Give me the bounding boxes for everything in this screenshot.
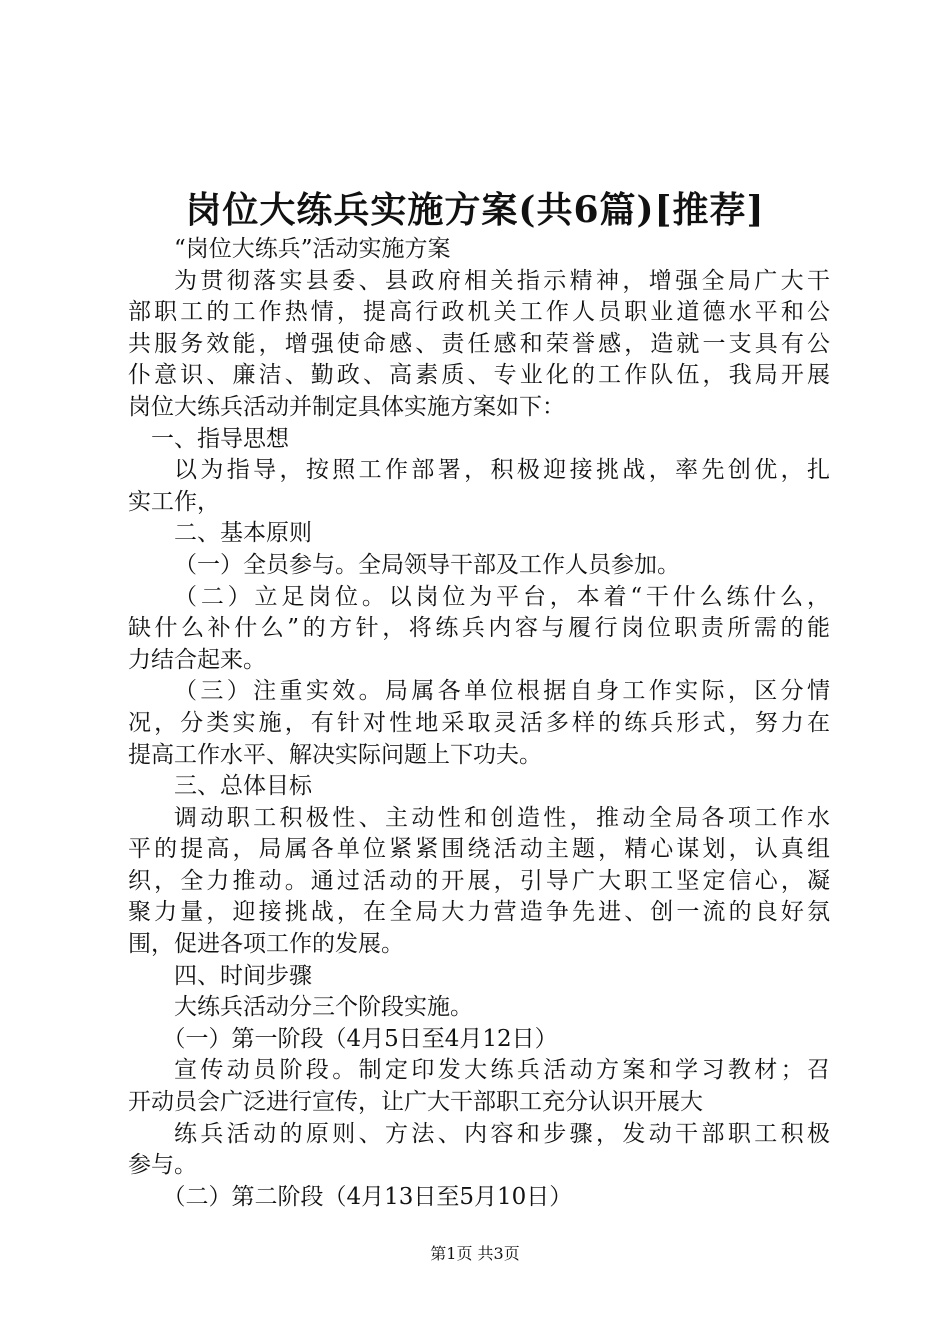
document-title: 岗位大练兵实施方案(共6篇)[推荐] — [185, 189, 765, 231]
body-line: （一）第一阶段（4月5日至4月12日） — [162, 1025, 558, 1052]
body-line: （一）全员参与。全局领导干部及工作人员参加。 — [174, 551, 680, 578]
body-line: 以为指导，按照工作部署，积极迎接挑战，率先创优，扎 — [174, 457, 830, 484]
body-line: （二）第二阶段（4月13日至5月10日） — [162, 1183, 573, 1210]
body-line: 练兵活动的原则、方法、内容和步骤，发动干部职工积极 — [174, 1120, 830, 1147]
body-line: 实工作， — [128, 488, 220, 515]
body-line: 二、基本原则 — [174, 520, 312, 547]
body-line: 大练兵活动分三个阶段实施。 — [174, 994, 473, 1021]
body-line: 围，促进各项工作的发展。 — [128, 931, 404, 958]
body-line: 提高工作水平、解决实际问题上下功夫。 — [128, 741, 542, 768]
body-line: 平的提高，局属各单位紧紧围绕活动主题，精心谋划，认真组 — [128, 836, 830, 863]
body-line: （二）立足岗位。以岗位为平台，本着“干什么练什么， — [174, 583, 830, 610]
page-footer: 第1页 共3页 — [430, 1244, 520, 1263]
body-line: 共服务效能，增强使命感、责任感和荣誉感，造就一支具有公 — [128, 330, 830, 357]
body-line: “岗位大练兵”活动实施方案 — [174, 236, 451, 262]
body-line: （三）注重实效。局属各单位根据自身工作实际，区分情 — [174, 678, 830, 705]
body-line: 仆意识、廉洁、勤政、高素质、专业化的工作队伍，我局开展 — [128, 362, 830, 389]
body-line: 调动职工积极性、主动性和创造性，推动全局各项工作水 — [174, 804, 830, 831]
body-line: 三、总体目标 — [174, 773, 312, 800]
body-line: 部职工的工作热情，提高行政机关工作人员职业道德水平和公 — [128, 299, 830, 326]
body-line: 织，全力推动。通过活动的开展，引导广大职工坚定信心，凝 — [128, 867, 830, 894]
body-line: 开动员会广泛进行宣传，让广大干部职工充分认识开展大 — [128, 1089, 703, 1116]
body-line: 参与。 — [128, 1152, 197, 1179]
document-body — [128, 234, 830, 1213]
body-line: 聚力量，迎接挑战，在全局大力营造争先进、创一流的良好氛 — [128, 899, 830, 926]
body-line: 四、时间步骤 — [174, 962, 312, 989]
body-line: 一、指导思想 — [151, 425, 289, 452]
body-line: 况，分类实施，有针对性地采取灵活多样的练兵形式，努力在 — [128, 709, 830, 736]
body-line: 为贯彻落实县委、县政府相关指示精神，增强全局广大干 — [174, 267, 830, 294]
body-line: 缺什么补什么”的方针，将练兵内容与履行岗位职责所需的能 — [128, 615, 830, 642]
body-line: 力结合起来。 — [128, 646, 266, 673]
body-line: 宣传动员阶段。制定印发大练兵活动方案和学习教材；召 — [174, 1057, 830, 1084]
body-line: 岗位大练兵活动并制定具体实施方案如下： — [128, 393, 565, 420]
